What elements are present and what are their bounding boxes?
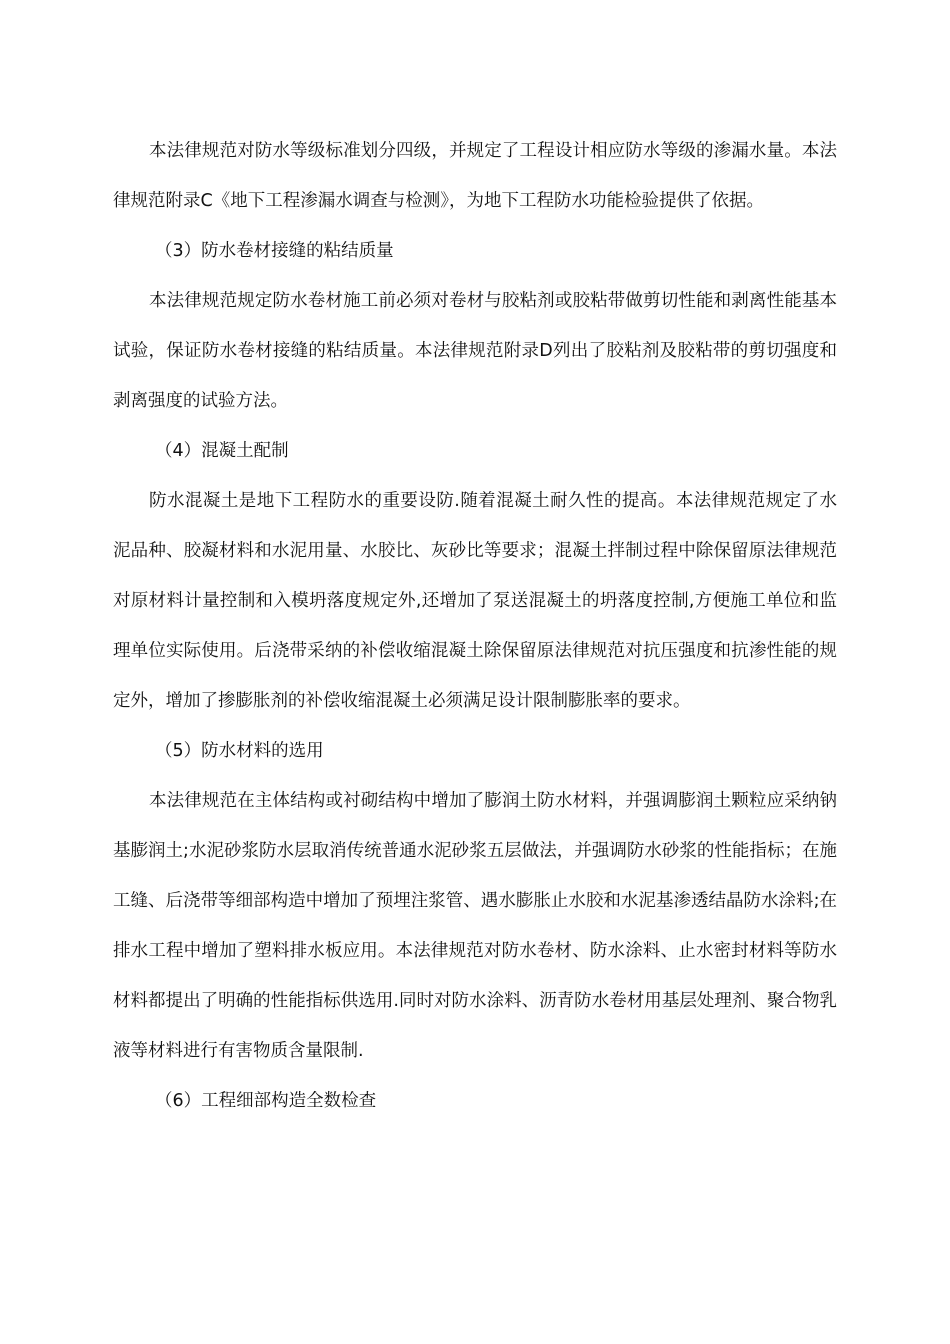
document-body: [113, 126, 837, 1126]
paragraph-membrane-bonding: 本法律规范规定防水卷材施工前必须对卷材与胶粘剂或胶粘带做剪切性能和剥离性能基本试验，保证防水卷材接缝的粘结质量。本法律规范附录D列出了胶粘剂及胶粘带的剪切强度和剥离强度的试验方法。: [113, 291, 837, 411]
section-heading-6: （6）工程细部构造全数检查: [155, 1091, 377, 1111]
section-heading-5: （5）防水材料的选用: [155, 741, 324, 761]
section-heading-3: （3）防水卷材接缝的粘结质量: [155, 241, 394, 261]
paragraph-waterproof-grade: 本法律规范对防水等级标准划分四级，并规定了工程设计相应防水等级的渗漏水量。本法律规范附录C《地下工程渗漏水调查与检测》，为地下工程防水功能检验提供了依据。: [113, 141, 837, 211]
paragraph-concrete-mix: 防水混凝土是地下工程防水的重要设防.随着混凝土耐久性的提高。本法律规范规定了水泥品种、胶凝材料和水泥用量、水胶比、灰砂比等要求；混凝土拌制过程中除保留原法律规范对原材料计量控制和入模坍落度规定外,还增加了泵送混凝土的坍落度控制,方便施工单位和监理单位实际使用。后浇带采纳的补偿收缩混凝土除保留原法律规范对抗压强度和抗渗性能的规定外，增加了掺膨胀剂的补偿收缩混凝土必须满足设计限制膨胀率的要求。: [113, 491, 837, 711]
section-heading-4: （4）混凝土配制: [155, 441, 289, 461]
paragraph-material-selection: 本法律规范在主体结构或衬砌结构中增加了膨润土防水材料，并强调膨润土颗粒应采纳钠基膨润土;水泥砂浆防水层取消传统普通水泥砂浆五层做法，并强调防水砂浆的性能指标；在施工缝、后浇带等细部构造中增加了预埋注浆管、遇水膨胀止水胶和水泥基渗透结晶防水涂料;在排水工程中增加了塑料排水板应用。本法律规范对防水卷材、防水涂料、止水密封材料等防水材料都提出了明确的性能指标供选用.同时对防水涂料、沥青防水卷材用基层处理剂、聚合物乳液等材料进行有害物质含量限制.: [113, 791, 837, 1061]
